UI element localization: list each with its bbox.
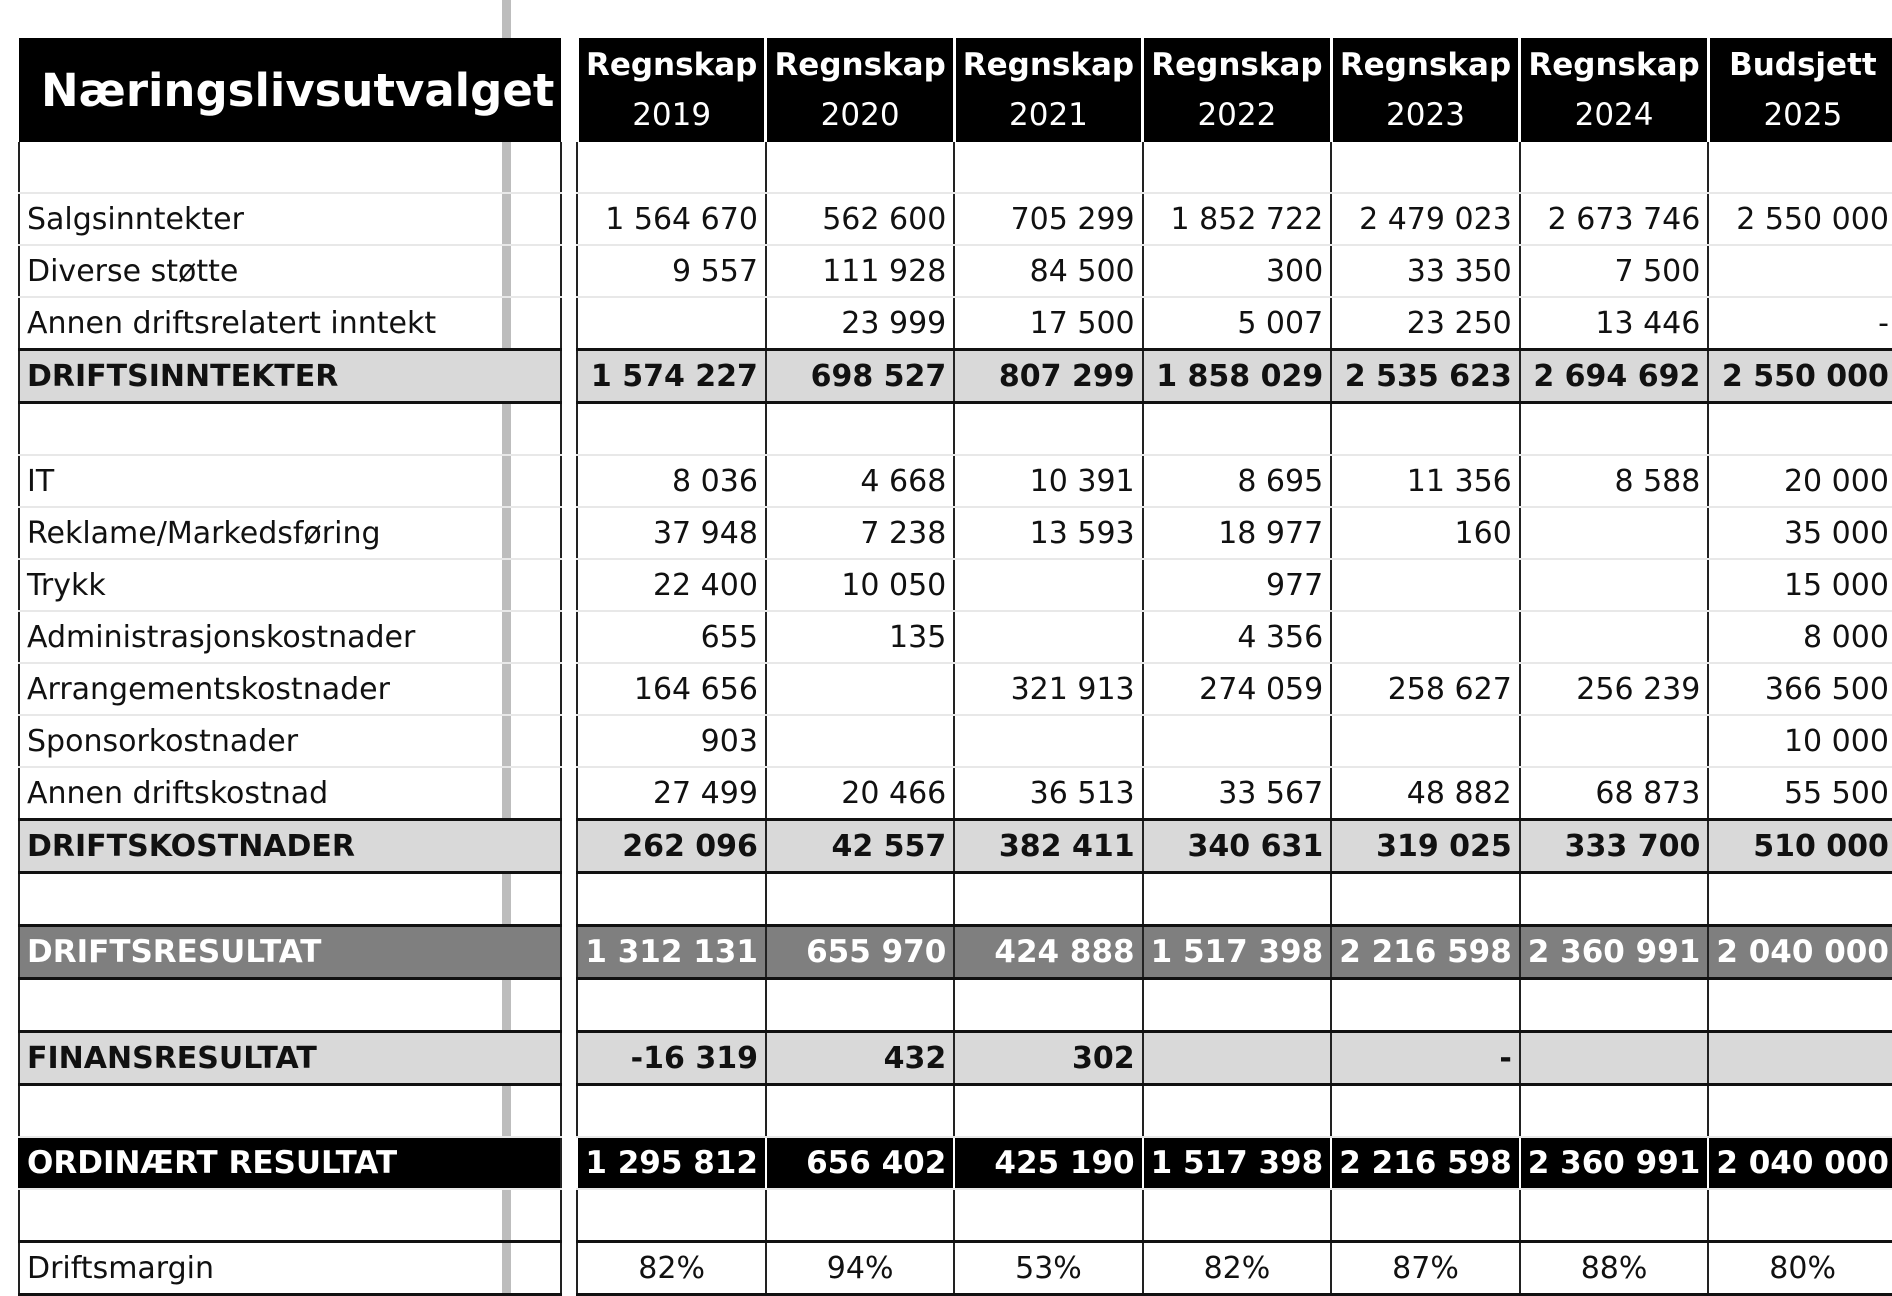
value-cell: 2 550 000	[1708, 350, 1892, 403]
row-label: Sponsorkostnader	[19, 715, 561, 767]
value-cell: -	[1331, 1032, 1520, 1085]
value-cell	[954, 403, 1142, 456]
gap-cell	[561, 611, 577, 663]
value-cell	[954, 142, 1142, 193]
gap-cell	[561, 1189, 577, 1242]
value-cell	[766, 142, 954, 193]
row-label	[19, 403, 561, 456]
value-cell: 135	[766, 611, 954, 663]
value-cell	[1331, 873, 1520, 926]
blank-row	[19, 1085, 1892, 1138]
value-cell: 8 695	[1143, 455, 1332, 507]
value-cell	[1331, 142, 1520, 193]
gap-cell	[561, 767, 577, 820]
value-cell: 2 040 000	[1708, 1137, 1892, 1189]
value-cell	[1520, 507, 1709, 559]
value-cell: 9 557	[577, 245, 766, 297]
value-cell: 1 295 812	[577, 1137, 766, 1189]
row-label	[19, 142, 561, 193]
value-cell: 2 216 598	[1331, 1137, 1520, 1189]
row-label	[19, 979, 561, 1032]
value-cell	[1520, 715, 1709, 767]
value-cell: 36 513	[954, 767, 1142, 820]
value-cell: 15 000	[1708, 559, 1892, 611]
gap-cell	[561, 142, 577, 193]
value-cell: 18 977	[1143, 507, 1332, 559]
value-cell: 164 656	[577, 663, 766, 715]
row-label: Reklame/Markedsføring	[19, 507, 561, 559]
value-cell: 23 250	[1331, 297, 1520, 350]
value-cell: 17 500	[954, 297, 1142, 350]
column-kind: Regnskap	[1339, 47, 1512, 83]
column-header	[577, 38, 766, 142]
blank-row	[19, 403, 1892, 456]
budget-table	[18, 38, 1892, 1296]
value-cell	[1331, 1189, 1520, 1242]
value-cell: 88%	[1520, 1242, 1709, 1295]
value-cell: 300	[1143, 245, 1332, 297]
table-title: Næringslivsutvalget	[19, 38, 561, 142]
value-cell: 432	[766, 1032, 954, 1085]
value-cell: 366 500	[1708, 663, 1892, 715]
table-row	[19, 245, 1892, 297]
value-cell: 2 479 023	[1331, 193, 1520, 245]
value-cell	[1331, 559, 1520, 611]
value-cell: 13 593	[954, 507, 1142, 559]
row-label: Trykk	[19, 559, 561, 611]
value-cell	[954, 873, 1142, 926]
value-cell	[1331, 611, 1520, 663]
value-cell	[1143, 979, 1332, 1032]
value-cell: 903	[577, 715, 766, 767]
table-row	[19, 715, 1892, 767]
column-year: 2024	[1574, 97, 1654, 133]
value-cell: 160	[1331, 507, 1520, 559]
row-label: Diverse støtte	[19, 245, 561, 297]
table-row	[19, 1137, 1892, 1189]
row-label: DRIFTSRESULTAT	[19, 926, 561, 979]
gap-cell	[561, 873, 577, 926]
gap-cell	[561, 1137, 577, 1189]
value-cell: 382 411	[954, 820, 1142, 873]
value-cell	[577, 1085, 766, 1138]
value-cell	[766, 873, 954, 926]
table-row	[19, 1242, 1892, 1295]
value-cell: 22 400	[577, 559, 766, 611]
value-cell	[1708, 1032, 1892, 1085]
row-label: Arrangementskostnader	[19, 663, 561, 715]
value-cell	[1520, 873, 1709, 926]
value-cell: 2 673 746	[1520, 193, 1709, 245]
value-cell: 258 627	[1331, 663, 1520, 715]
value-cell	[1708, 1189, 1892, 1242]
value-cell: 340 631	[1143, 820, 1332, 873]
value-cell	[577, 873, 766, 926]
value-cell	[954, 715, 1142, 767]
value-cell: 33 350	[1331, 245, 1520, 297]
value-cell: 10 050	[766, 559, 954, 611]
value-cell: 1 852 722	[1143, 193, 1332, 245]
table-row	[19, 611, 1892, 663]
value-cell	[577, 979, 766, 1032]
value-cell: 53%	[954, 1242, 1142, 1295]
value-cell	[954, 1085, 1142, 1138]
value-cell: 8 000	[1708, 611, 1892, 663]
value-cell: 655 970	[766, 926, 954, 979]
value-cell	[954, 611, 1142, 663]
value-cell	[1143, 403, 1332, 456]
value-cell	[1520, 979, 1709, 1032]
column-kind: Regnskap	[585, 47, 758, 83]
value-cell	[1708, 142, 1892, 193]
value-cell	[766, 715, 954, 767]
gap-cell	[561, 1242, 577, 1295]
gap-cell	[561, 820, 577, 873]
value-cell: 333 700	[1520, 820, 1709, 873]
value-cell: 20 466	[766, 767, 954, 820]
gap-cell	[561, 507, 577, 559]
value-cell: 5 007	[1143, 297, 1332, 350]
blank-row	[19, 142, 1892, 193]
column-header	[766, 38, 954, 142]
gap-cell	[561, 245, 577, 297]
value-cell: 8 036	[577, 455, 766, 507]
value-cell: 698 527	[766, 350, 954, 403]
value-cell	[1520, 559, 1709, 611]
value-cell	[766, 663, 954, 715]
row-label: ORDINÆRT RESULTAT	[19, 1137, 561, 1189]
value-cell	[1143, 1085, 1332, 1138]
value-cell: 7 500	[1520, 245, 1709, 297]
column-year: 2025	[1763, 97, 1843, 133]
value-cell	[1143, 1032, 1332, 1085]
budget-sheet	[18, 38, 1892, 1296]
value-cell	[1520, 1032, 1709, 1085]
value-cell: 94%	[766, 1242, 954, 1295]
value-cell	[1708, 245, 1892, 297]
value-cell: 42 557	[766, 820, 954, 873]
row-label: Salgsinntekter	[19, 193, 561, 245]
table-row	[19, 820, 1892, 873]
column-header	[954, 38, 1142, 142]
value-cell	[577, 1189, 766, 1242]
value-cell: 37 948	[577, 507, 766, 559]
column-header	[1143, 38, 1332, 142]
value-cell	[1520, 403, 1709, 456]
column-kind: Regnskap	[1151, 47, 1323, 83]
value-cell	[577, 297, 766, 350]
row-label: Annen driftsrelatert inntekt	[19, 297, 561, 350]
table-row	[19, 193, 1892, 245]
header-row	[19, 38, 1892, 142]
value-cell: 82%	[577, 1242, 766, 1295]
value-cell: 20 000	[1708, 455, 1892, 507]
row-label: FINANSRESULTAT	[19, 1032, 561, 1085]
value-cell: 1 517 398	[1143, 926, 1332, 979]
value-cell	[766, 979, 954, 1032]
column-year: 2023	[1386, 97, 1465, 133]
column-year: 2022	[1197, 97, 1277, 133]
value-cell: 2 694 692	[1520, 350, 1709, 403]
value-cell: 48 882	[1331, 767, 1520, 820]
value-cell: 321 913	[954, 663, 1142, 715]
gap-cell	[561, 455, 577, 507]
value-cell: 2 360 991	[1520, 1137, 1709, 1189]
column-year: 2019	[632, 97, 712, 133]
blank-row	[19, 1189, 1892, 1242]
value-cell: 1 574 227	[577, 350, 766, 403]
gap-cell	[561, 979, 577, 1032]
table-row	[19, 350, 1892, 403]
row-label	[19, 1189, 561, 1242]
row-label	[19, 873, 561, 926]
value-cell	[1331, 403, 1520, 456]
value-cell: 1 858 029	[1143, 350, 1332, 403]
value-cell: 510 000	[1708, 820, 1892, 873]
gap-cell	[561, 926, 577, 979]
gap-cell	[561, 350, 577, 403]
value-cell	[1520, 1189, 1709, 1242]
value-cell: 7 238	[766, 507, 954, 559]
table-row	[19, 507, 1892, 559]
table-row	[19, 926, 1892, 979]
value-cell	[1331, 1085, 1520, 1138]
value-cell: 807 299	[954, 350, 1142, 403]
value-cell: 1 517 398	[1143, 1137, 1332, 1189]
column-header	[1520, 38, 1709, 142]
row-label: Annen driftskostnad	[19, 767, 561, 820]
value-cell	[1143, 715, 1332, 767]
row-label: DRIFTSINNTEKTER	[19, 350, 561, 403]
column-header	[1708, 38, 1892, 142]
value-cell: 425 190	[954, 1137, 1142, 1189]
value-cell	[1143, 1189, 1332, 1242]
table-row	[19, 559, 1892, 611]
value-cell: 2 550 000	[1708, 193, 1892, 245]
gap-cell	[561, 715, 577, 767]
value-cell	[766, 403, 954, 456]
column-kind: Budsjett	[1729, 47, 1877, 83]
value-cell: 4 356	[1143, 611, 1332, 663]
gap-cell	[561, 297, 577, 350]
row-label: DRIFTSKOSTNADER	[19, 820, 561, 873]
column-kind: Regnskap	[962, 47, 1135, 83]
gap-cell	[561, 1032, 577, 1085]
table-row	[19, 663, 1892, 715]
value-cell: -	[1708, 297, 1892, 350]
value-cell: 80%	[1708, 1242, 1892, 1295]
table-row	[19, 297, 1892, 350]
gap-cell	[561, 193, 577, 245]
value-cell: 302	[954, 1032, 1142, 1085]
value-cell: 262 096	[577, 820, 766, 873]
value-cell	[1708, 873, 1892, 926]
value-cell	[1143, 873, 1332, 926]
value-cell	[577, 403, 766, 456]
value-cell: 4 668	[766, 455, 954, 507]
row-label	[19, 1085, 561, 1138]
table-row	[19, 1032, 1892, 1085]
value-cell	[1520, 611, 1709, 663]
column-kind: Regnskap	[774, 47, 946, 83]
gap-cell	[561, 663, 577, 715]
value-cell: 111 928	[766, 245, 954, 297]
value-cell	[577, 142, 766, 193]
value-cell	[1143, 142, 1332, 193]
value-cell: 2 216 598	[1331, 926, 1520, 979]
table-row	[19, 767, 1892, 820]
blank-row	[19, 979, 1892, 1032]
column-kind: Regnskap	[1528, 47, 1700, 83]
value-cell: -16 319	[577, 1032, 766, 1085]
value-cell: 27 499	[577, 767, 766, 820]
value-cell: 2 040 000	[1708, 926, 1892, 979]
value-cell: 33 567	[1143, 767, 1332, 820]
value-cell: 10 391	[954, 455, 1142, 507]
row-label: IT	[19, 455, 561, 507]
value-cell: 319 025	[1331, 820, 1520, 873]
gap-cell	[561, 559, 577, 611]
row-label: Administrasjonskostnader	[19, 611, 561, 663]
value-cell: 656 402	[766, 1137, 954, 1189]
table-row	[19, 455, 1892, 507]
value-cell	[1708, 1085, 1892, 1138]
value-cell: 977	[1143, 559, 1332, 611]
row-label: Driftsmargin	[19, 1242, 561, 1295]
value-cell: 705 299	[954, 193, 1142, 245]
value-cell: 424 888	[954, 926, 1142, 979]
value-cell: 274 059	[1143, 663, 1332, 715]
value-cell	[954, 1189, 1142, 1242]
value-cell	[1708, 403, 1892, 456]
value-cell: 1 312 131	[577, 926, 766, 979]
value-cell: 8 588	[1520, 455, 1709, 507]
blank-row	[19, 873, 1892, 926]
value-cell: 87%	[1331, 1242, 1520, 1295]
value-cell	[766, 1189, 954, 1242]
value-cell	[954, 979, 1142, 1032]
value-cell	[1520, 142, 1709, 193]
value-cell	[1520, 1085, 1709, 1138]
value-cell: 23 999	[766, 297, 954, 350]
column-year: 2020	[820, 97, 900, 133]
value-cell	[954, 559, 1142, 611]
value-cell	[1708, 979, 1892, 1032]
value-cell: 82%	[1143, 1242, 1332, 1295]
value-cell: 68 873	[1520, 767, 1709, 820]
value-cell: 2 360 991	[1520, 926, 1709, 979]
value-cell	[766, 1085, 954, 1138]
value-cell	[1331, 979, 1520, 1032]
value-cell: 11 356	[1331, 455, 1520, 507]
value-cell: 562 600	[766, 193, 954, 245]
value-cell: 655	[577, 611, 766, 663]
gap-cell	[561, 38, 577, 142]
value-cell: 2 535 623	[1331, 350, 1520, 403]
column-header	[1331, 38, 1520, 142]
value-cell: 1 564 670	[577, 193, 766, 245]
value-cell: 256 239	[1520, 663, 1709, 715]
value-cell: 84 500	[954, 245, 1142, 297]
value-cell: 55 500	[1708, 767, 1892, 820]
column-year: 2021	[1009, 97, 1088, 133]
value-cell: 35 000	[1708, 507, 1892, 559]
gap-cell	[561, 1085, 577, 1138]
value-cell: 13 446	[1520, 297, 1709, 350]
gap-cell	[561, 403, 577, 456]
value-cell	[1331, 715, 1520, 767]
value-cell: 10 000	[1708, 715, 1892, 767]
